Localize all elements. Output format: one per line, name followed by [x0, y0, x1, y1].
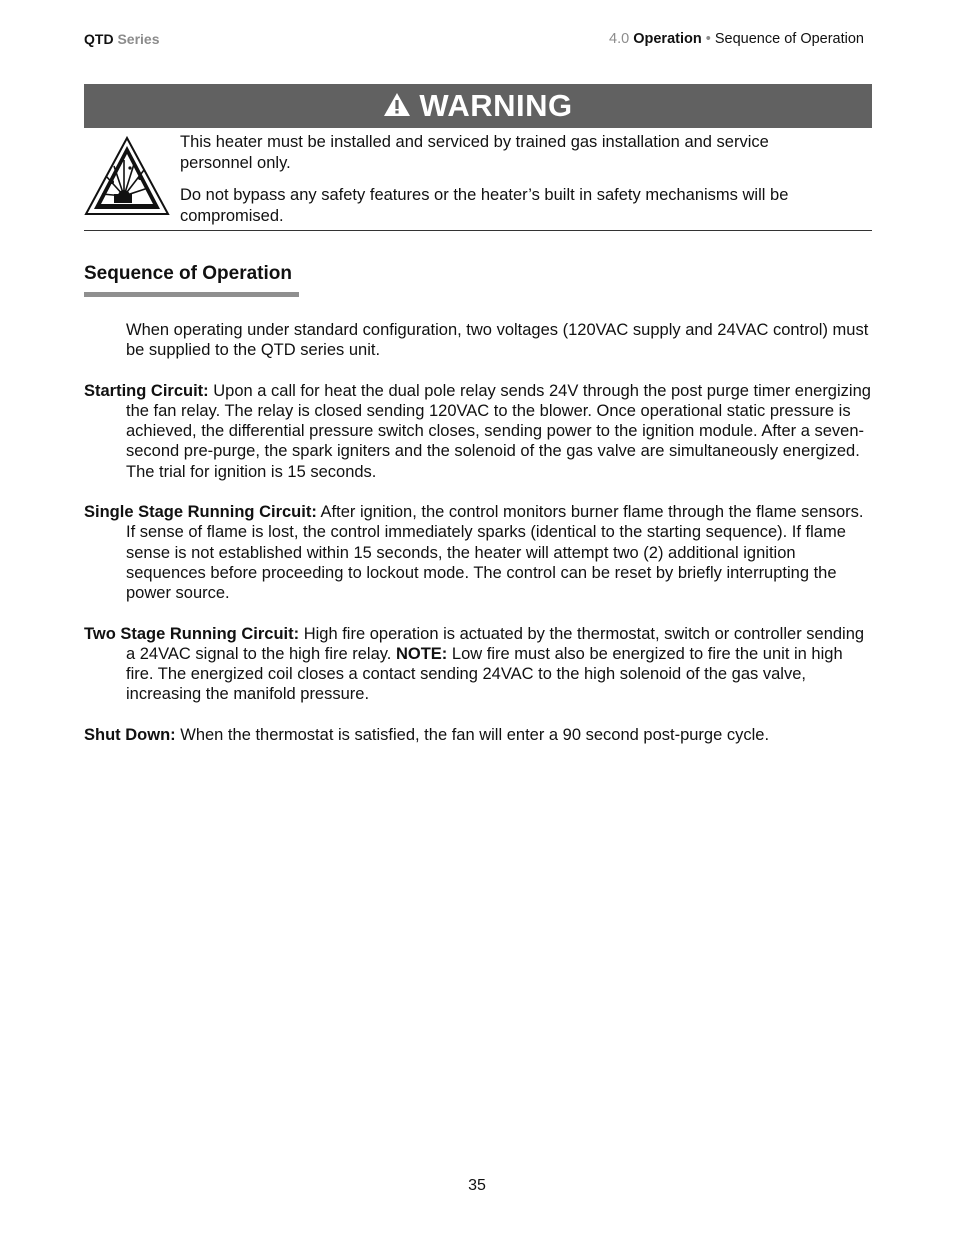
- single-stage-text: After ignition, the control monitors burner flame through the flame sensors. If sense of flame is lost, the control immediately sparks (identical to the starting sequence). If flame sense is not established within 15 seconds, the heater will attempt two (2) additional ignition sequences before proceeding to lockout mode. The control can be reset by briefly interrupting the power source.: [126, 503, 864, 603]
- warning-triangle-icon: [383, 89, 411, 125]
- shutdown-paragraph: [84, 725, 874, 745]
- header-series: [84, 31, 160, 47]
- warning-text: [180, 132, 800, 238]
- subsection-name: Sequence of Operation: [714, 31, 864, 47]
- section-title: Sequence of Operation: [84, 263, 292, 284]
- starting-circuit-text: Upon a call for heat the dual pole relay sends 24V through the post purge timer energizing the fan relay. The relay is closed sending 120VAC to the blower. Once operational static pressure is achieved, the differential pressure switch closes, sending power to the ignition module. After a seven-second pre-purge, the spark igniters and the solenoid of the gas valve are simultaneously energized. The trial for ignition is 15 seconds.: [126, 381, 871, 481]
- warning-text-2: Do not bypass any safety features or the heater’s built in safety mechanisms will be compromised.: [180, 186, 789, 225]
- intro-paragraph: When operating under standard configuration, two voltages (120VAC supply and 24VAC control) must be supplied to the QTD series unit.: [126, 321, 869, 360]
- two-stage-text-b: Low fire must also be energized to fire the unit in high fire. The energized coil closes a contact sending 24VAC to the high solenoid of the gas valve, increasing the manifold pressure.: [126, 644, 843, 704]
- shutdown-text: When the thermostat is satisfied, the fan will enter a 90 second post-purge cycle.: [175, 725, 770, 744]
- page-number: 35: [468, 1177, 486, 1194]
- operation-content: [84, 320, 874, 765]
- series-word: Series: [113, 31, 160, 47]
- warning-text-1: This heater must be installed and serviced by trained gas installation and service personnel only.: [180, 133, 769, 172]
- two-stage-text-a: High fire operation is actuated by the thermostat, switch or controller sending a 24VAC signal to the high fire relay.: [126, 624, 865, 663]
- explosion-hazard-icon: [84, 136, 170, 216]
- two-stage-label: Two Stage Running Circuit:: [84, 624, 300, 643]
- series-code: QTD: [84, 31, 114, 47]
- header-bullet: •: [701, 31, 715, 47]
- section-title-underline: [84, 292, 299, 297]
- section-name: Operation: [629, 31, 702, 47]
- two-stage-paragraph: [84, 624, 874, 705]
- shutdown-label: Shut Down:: [84, 725, 176, 744]
- section-number: 4.0: [609, 31, 630, 47]
- note-label: NOTE:: [395, 644, 448, 663]
- header-section: [609, 31, 864, 47]
- warning-banner: [84, 84, 872, 128]
- single-stage-label: Single Stage Running Circuit:: [84, 503, 317, 522]
- starting-circuit-paragraph: [84, 381, 874, 482]
- single-stage-paragraph: [84, 502, 874, 603]
- warning-title: WARNING: [419, 88, 573, 123]
- starting-circuit-label: Starting Circuit:: [84, 381, 209, 400]
- warning-divider: [84, 230, 872, 231]
